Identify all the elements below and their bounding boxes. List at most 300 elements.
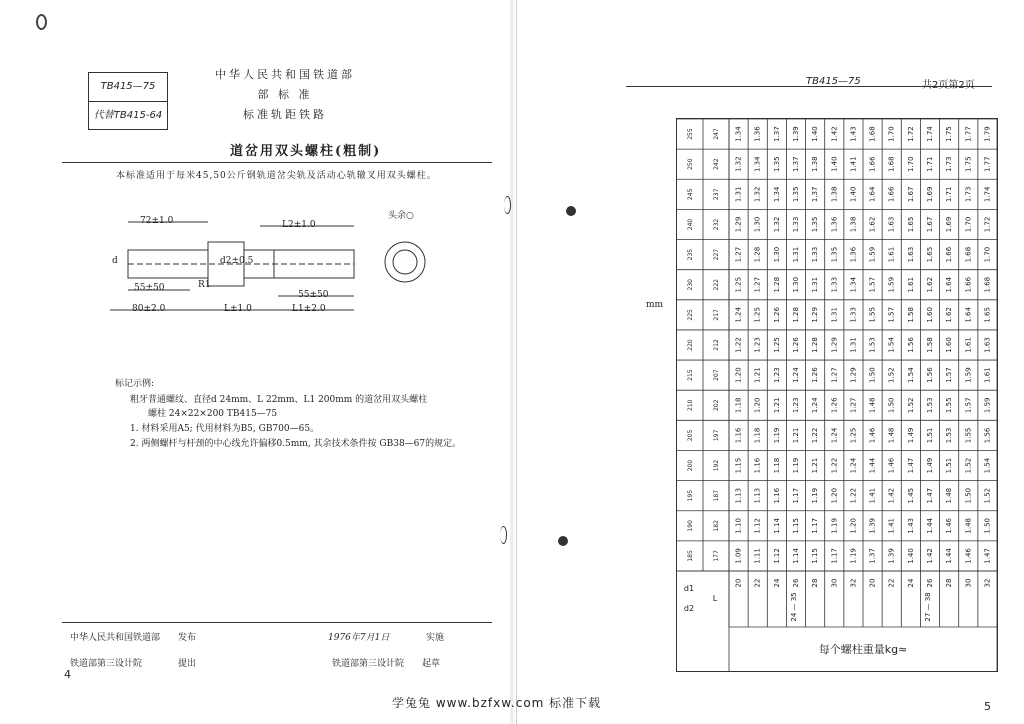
table-cell: 1.38 [811, 156, 820, 172]
table-cell: 1.40 [849, 186, 858, 203]
table-cell: 1.51 [945, 457, 954, 474]
table-cell: 1.51 [926, 427, 934, 444]
table-cell: 1.62 [868, 216, 877, 233]
table-l-header: 190 [687, 520, 694, 532]
table-L-value: 24 [906, 578, 915, 588]
table-cell: 1.15 [811, 548, 820, 564]
table-L-value: 22 [753, 578, 762, 588]
table-l-header: 185 [687, 550, 694, 562]
table-cell: 1.77 [964, 126, 973, 142]
table-cell: 1.70 [887, 126, 896, 142]
table-cell: 1.63 [906, 246, 915, 263]
table-cell: 1.50 [868, 367, 877, 383]
replaces-code: 代替TB415-64 [93, 110, 163, 121]
table-cell: 1.64 [964, 307, 973, 323]
table-cell: 1.58 [906, 307, 915, 323]
table-cell: 1.65 [926, 246, 934, 263]
table-cell: 1.33 [830, 276, 839, 293]
table-cell: 1.41 [849, 156, 858, 172]
dim-bottom-left: 55±50 [134, 283, 165, 293]
table-cell: 1.62 [945, 307, 954, 323]
notes-heading: 标记示例: [115, 379, 155, 389]
table-cell: 1.63 [983, 337, 992, 353]
notes-line-2: 螺柱 24×22×200 TB415—75 [148, 409, 278, 419]
table-cell: 1.72 [983, 216, 992, 233]
table-cell: 1.33 [811, 246, 820, 263]
table-L-value: 26 [926, 578, 934, 588]
table-l-header: 250 [687, 158, 694, 170]
table-l-header: 205 [687, 429, 694, 442]
table-cell: 1.28 [811, 337, 820, 353]
table-cell: 1.37 [792, 156, 800, 172]
table-cell: 1.57 [964, 397, 973, 414]
table-cell: 1.64 [868, 186, 877, 203]
table-l-header: 245 [687, 188, 694, 201]
table-cell: 1.24 [849, 457, 858, 474]
table-cell: 1.48 [964, 518, 973, 534]
table-l-header: 192 [713, 459, 720, 472]
table-cell: 1.34 [772, 186, 781, 203]
label-d: d [112, 256, 118, 266]
table-cell: 1.68 [887, 156, 896, 172]
table-cell: 1.54 [887, 337, 896, 353]
table-L-value: 32 [849, 578, 858, 588]
table-cell: 1.59 [964, 367, 973, 383]
table-cell: 1.79 [983, 126, 992, 142]
table-cell: 1.39 [887, 548, 896, 564]
table-l-header: 200 [687, 459, 694, 472]
punch-hole-icon [566, 206, 576, 216]
table-cell: 1.31 [792, 246, 800, 263]
table-cell: 1.34 [849, 276, 858, 293]
table-l-header: 232 [713, 218, 720, 231]
table-cell: 1.17 [811, 518, 820, 534]
table-cell: 1.53 [868, 337, 877, 353]
table-cell: 1.40 [906, 548, 915, 564]
table-l-header: 227 [713, 248, 720, 261]
table-cell: 1.57 [868, 276, 877, 293]
table-cell: 1.52 [964, 457, 973, 474]
footer-issue: 发布 [178, 633, 197, 643]
standard-code-box [88, 72, 168, 130]
table-cell: 1.12 [753, 518, 762, 534]
table-cell: 1.13 [753, 487, 762, 504]
table-cell: 1.58 [926, 337, 934, 353]
table-cell: 1.31 [849, 337, 858, 353]
table-col-label-d2: d2 [683, 604, 695, 613]
weight-table-grid [677, 119, 997, 671]
table-cell: 1.26 [792, 337, 800, 353]
table-cell: 1.23 [753, 337, 762, 353]
table-cell: 1.30 [792, 276, 800, 293]
table-cell: 1.14 [772, 518, 781, 534]
table-cell: 1.46 [887, 457, 896, 474]
table-cell: 1.43 [849, 126, 858, 142]
table-cell: 1.25 [753, 307, 762, 323]
table-cell: 1.18 [734, 397, 743, 414]
table-cell: 1.12 [772, 548, 781, 564]
table-L-value: 20 [734, 578, 743, 588]
table-cell: 1.46 [945, 518, 954, 534]
table-cell: 1.71 [945, 186, 954, 203]
table-L-value: 24 [772, 578, 781, 588]
table-cell: 1.60 [926, 307, 934, 323]
table-L-value: 30 [830, 578, 839, 588]
table-cell: 1.22 [830, 457, 839, 474]
table-group-label: 27 — 38 [924, 592, 932, 622]
table-cell: 1.39 [868, 518, 877, 534]
page-title: 道岔用双头螺柱(粗制) [230, 144, 382, 159]
table-l-header: 220 [687, 339, 694, 351]
table-cell: 1.53 [945, 427, 954, 444]
table-cell: 1.43 [906, 518, 915, 534]
table-l-header: 202 [713, 399, 720, 411]
table-cell: 1.46 [868, 427, 877, 444]
table-l-header: 182 [713, 520, 720, 532]
table-cell: 1.75 [945, 126, 954, 142]
table-cell: 1.44 [926, 518, 934, 534]
table-cell: 1.64 [945, 276, 954, 293]
table-l-header: 242 [713, 158, 720, 170]
table-cell: 1.25 [849, 427, 858, 444]
table-cell: 1.56 [906, 337, 915, 353]
table-cell: 1.37 [811, 186, 820, 203]
table-cell: 1.19 [772, 427, 781, 444]
table-cell: 1.62 [926, 276, 934, 293]
table-cell: 1.16 [753, 457, 762, 474]
table-cell: 1.22 [734, 337, 743, 353]
table-cell: 1.59 [887, 276, 896, 293]
table-L-value: 32 [983, 578, 992, 588]
footer-drafter: 铁道部第三设计院 [332, 659, 405, 669]
table-col-label-L: L [712, 594, 718, 603]
table-col-label-d1: d1 [683, 584, 695, 593]
table-unit: mm [646, 300, 664, 310]
table-cell: 1.30 [772, 246, 781, 263]
table-cell: 1.29 [811, 307, 820, 323]
table-cell: 1.38 [849, 216, 858, 233]
table-cell: 1.27 [849, 397, 858, 414]
table-cell: 1.11 [753, 548, 762, 564]
table-cell: 1.56 [926, 367, 934, 383]
table-cell: 1.21 [772, 397, 781, 414]
table-cell: 1.70 [906, 156, 915, 172]
table-cell: 1.19 [849, 548, 858, 564]
table-cell: 1.49 [926, 457, 934, 474]
table-cell: 1.28 [753, 246, 762, 263]
scope-header: 标准轨距铁路 [243, 108, 327, 121]
table-l-header: 195 [687, 489, 694, 502]
table-cell: 1.56 [983, 427, 992, 444]
table-group-label: 24 — 35 [790, 592, 798, 622]
table-cell: 1.65 [906, 216, 915, 233]
table-cell: 1.55 [945, 397, 954, 414]
table-cell: 1.54 [906, 367, 915, 383]
table-cell: 1.17 [830, 548, 839, 564]
right-page-number: 5 [984, 700, 991, 713]
table-l-header: 235 [687, 248, 694, 261]
table-cell: 1.61 [964, 337, 973, 353]
label-r1: R1 [198, 280, 211, 290]
table-cell: 1.47 [983, 548, 992, 564]
table-cell: 1.68 [868, 126, 877, 142]
dim-top-left: 72±1.0 [140, 216, 174, 226]
notes-line-1: 粗牙普通螺纹、直径d 24mm、L 22mm、L1 200mm 的道岔用双头螺柱 [130, 395, 428, 405]
table-cell: 1.19 [830, 518, 839, 534]
table-cell: 1.73 [945, 156, 954, 172]
table-cell: 1.15 [792, 518, 800, 534]
table-cell: 1.16 [734, 427, 743, 444]
table-cell: 1.29 [830, 337, 839, 353]
table-cell: 1.39 [792, 126, 800, 142]
table-cell: 1.44 [945, 548, 954, 564]
table-cell: 1.69 [926, 186, 934, 203]
table-cell: 1.26 [772, 307, 781, 323]
table-cell: 1.18 [772, 457, 781, 474]
table-l-header: 237 [713, 188, 720, 201]
table-cell: 1.59 [983, 397, 992, 414]
table-cell: 1.60 [945, 337, 954, 353]
table-cell: 1.34 [753, 156, 762, 172]
table-cell: 1.57 [887, 307, 896, 323]
table-cell: 1.22 [811, 427, 820, 444]
table-l-header: 207 [713, 369, 720, 381]
table-cell: 1.29 [734, 216, 743, 233]
table-L-value: 20 [868, 578, 877, 588]
table-cell: 1.50 [964, 487, 973, 504]
table-cell: 1.25 [734, 276, 743, 293]
table-cell: 1.41 [887, 518, 896, 534]
table-cell: 1.20 [753, 397, 762, 414]
table-cell: 1.38 [830, 186, 839, 203]
table-l-header: 197 [713, 429, 720, 442]
table-l-header: 215 [687, 369, 694, 381]
table-cell: 1.65 [983, 307, 992, 323]
notes-line-4: 2. 两侧螺杆与杆颈的中心线允许偏移0.5mm, 其余技术条件按 GB38—67的规定。 [130, 439, 462, 449]
table-cell: 1.52 [983, 487, 992, 504]
table-cell: 1.19 [792, 457, 800, 474]
dim-top-right: L2±1.0 [282, 220, 316, 230]
table-cell: 1.20 [830, 487, 839, 504]
table-cell: 1.32 [734, 156, 743, 172]
table-cell: 1.48 [868, 397, 877, 414]
table-cell: 1.10 [734, 518, 743, 534]
standard-code: TB415—75 [100, 81, 156, 92]
left-page-number: 4 [64, 668, 71, 681]
watermark: 学兔兔 www.bzfxw.com 标准下载 [392, 696, 602, 710]
table-cell: 1.23 [792, 397, 800, 414]
table-title: 每个螺柱重量kg≈ [818, 643, 908, 656]
table-l-header: 212 [713, 339, 720, 351]
table-l-header: 210 [687, 399, 694, 411]
table-L-value: 28 [945, 578, 954, 588]
table-cell: 1.27 [734, 246, 743, 263]
table-l-header: 247 [713, 128, 720, 140]
punch-hole-icon [36, 14, 47, 30]
table-cell: 1.67 [926, 216, 934, 233]
table-cell: 1.24 [830, 427, 839, 444]
table-cell: 1.37 [868, 548, 877, 564]
binding-mark-icon [500, 526, 507, 544]
table-cell: 1.66 [964, 276, 973, 293]
table-l-header: 240 [687, 218, 694, 231]
table-L-value: 22 [887, 578, 896, 588]
dim-80: 80±2.0 [132, 304, 166, 314]
table-cell: 1.41 [868, 487, 877, 504]
table-cell: 1.42 [887, 487, 896, 504]
table-cell: 1.70 [964, 216, 973, 233]
table-cell: 1.14 [792, 548, 800, 564]
table-cell: 1.20 [734, 367, 743, 383]
dim-L1: L1±2.0 [292, 304, 326, 314]
table-cell: 1.26 [830, 397, 839, 414]
table-cell: 1.45 [906, 487, 915, 504]
table-cell: 1.25 [772, 337, 781, 353]
intro-text: 本标准适用于每米45,50公斤钢轨道岔尖轨及活动心轨辙叉用双头螺柱。 [116, 171, 437, 181]
table-cell: 1.44 [868, 457, 877, 474]
table-cell: 1.20 [849, 518, 858, 534]
stud-drawing [100, 212, 450, 332]
table-cell: 1.66 [887, 186, 896, 203]
table-cell: 1.40 [811, 126, 820, 142]
table-cell: 1.35 [811, 216, 820, 233]
table-l-header: 230 [687, 279, 694, 291]
table-cell: 1.61 [983, 367, 992, 383]
table-cell: 1.40 [830, 156, 839, 172]
table-cell: 1.74 [983, 186, 992, 203]
table-cell: 1.30 [753, 216, 762, 233]
footer-proposer: 铁道部第三设计院 [70, 659, 143, 669]
table-cell: 1.59 [868, 246, 877, 263]
label-head: 头余○ [388, 211, 414, 221]
table-cell: 1.50 [983, 518, 992, 534]
right-header-pages: 共2页第2页 [922, 80, 975, 91]
footer-implement: 实施 [426, 633, 445, 643]
footer-propose: 提出 [178, 659, 197, 669]
table-cell: 1.42 [926, 548, 934, 564]
table-cell: 1.63 [887, 216, 896, 233]
table-cell: 1.33 [849, 307, 858, 323]
notes-line-3: 1. 材料采用A5; 代用材料为B5, GB700—65。 [130, 424, 320, 434]
table-cell: 1.66 [945, 246, 954, 263]
table-cell: 1.72 [906, 126, 915, 142]
table-cell: 1.16 [772, 487, 781, 504]
table-l-header: 217 [713, 309, 720, 321]
standard-type: 部 标 准 [257, 88, 313, 101]
table-cell: 1.21 [811, 457, 820, 474]
table-cell: 1.71 [926, 156, 934, 172]
table-cell: 1.32 [772, 216, 781, 233]
table-cell: 1.46 [964, 548, 973, 564]
table-cell: 1.29 [849, 367, 858, 383]
table-cell: 1.34 [734, 126, 743, 142]
top-rule [62, 162, 492, 163]
table-cell: 1.18 [753, 427, 762, 444]
table-L-value: 26 [792, 578, 800, 588]
table-cell: 1.68 [983, 276, 992, 293]
page-divider [516, 0, 517, 724]
table-cell: 1.36 [849, 246, 858, 263]
table-cell: 1.68 [964, 246, 973, 263]
right-header-rule [626, 86, 992, 87]
footer-draft: 起草 [422, 659, 441, 669]
table-cell: 1.37 [772, 126, 781, 142]
table-cell: 1.36 [753, 126, 762, 142]
table-cell: 1.52 [887, 367, 896, 383]
table-cell: 1.54 [983, 457, 992, 474]
table-cell: 1.32 [753, 186, 762, 203]
table-cell: 1.28 [772, 276, 781, 293]
table-l-header: 225 [687, 309, 694, 321]
table-cell: 1.47 [926, 487, 934, 504]
table-cell: 1.27 [830, 367, 839, 383]
table-cell: 1.24 [792, 367, 800, 383]
weight-table [676, 118, 998, 672]
table-cell: 1.35 [772, 156, 781, 172]
table-cell: 1.17 [792, 487, 800, 504]
dim-bottom-right: 55±50 [298, 290, 329, 300]
table-cell: 1.52 [906, 397, 915, 414]
table-cell: 1.53 [926, 397, 934, 414]
right-header-code: TB415—75 [806, 76, 861, 87]
table-cell: 1.48 [945, 487, 954, 504]
binding-mark-icon [504, 196, 511, 214]
table-cell: 1.42 [830, 126, 839, 142]
table-L-value: 30 [964, 578, 973, 588]
issuer-header: 中华人民共和国铁道部 [215, 68, 355, 81]
table-cell: 1.31 [830, 307, 839, 323]
table-cell: 1.23 [772, 367, 781, 383]
table-cell: 1.48 [887, 427, 896, 444]
table-cell: 1.22 [849, 487, 858, 504]
table-cell: 1.13 [734, 487, 743, 504]
table-cell: 1.24 [734, 307, 743, 323]
table-cell: 1.19 [811, 487, 820, 504]
table-l-header: 187 [713, 489, 720, 502]
table-cell: 1.69 [945, 216, 954, 233]
table-cell: 1.47 [906, 457, 915, 474]
table-cell: 1.61 [906, 276, 915, 293]
table-cell: 1.21 [753, 367, 762, 383]
punch-hole-icon [558, 536, 568, 546]
table-cell: 1.74 [926, 126, 934, 142]
table-L-value: 28 [811, 578, 820, 588]
table-cell: 1.66 [868, 156, 877, 172]
footer-issuer: 中华人民共和国铁道部 [70, 633, 161, 643]
table-cell: 1.26 [811, 367, 820, 383]
table-cell: 1.27 [753, 276, 762, 293]
table-cell: 1.35 [830, 246, 839, 263]
table-cell: 1.21 [792, 427, 800, 444]
table-cell: 1.15 [734, 457, 743, 474]
table-cell: 1.31 [734, 186, 743, 203]
table-l-header: 222 [713, 279, 720, 291]
table-cell: 1.50 [887, 397, 896, 414]
table-cell: 1.31 [811, 276, 820, 293]
table-cell: 1.33 [792, 216, 800, 233]
table-cell: 1.55 [868, 307, 877, 323]
table-cell: 1.49 [906, 427, 915, 444]
table-cell: 1.24 [811, 397, 820, 414]
table-cell: 1.55 [964, 427, 973, 444]
footer-date: 1976年7月1日 [328, 633, 390, 643]
footer-rule [62, 622, 492, 623]
table-cell: 1.70 [983, 246, 992, 263]
dim-L: L±1.0 [224, 304, 252, 314]
table-cell: 1.57 [945, 367, 954, 383]
table-l-header: 255 [687, 128, 694, 140]
table-cell: 1.28 [792, 307, 800, 323]
